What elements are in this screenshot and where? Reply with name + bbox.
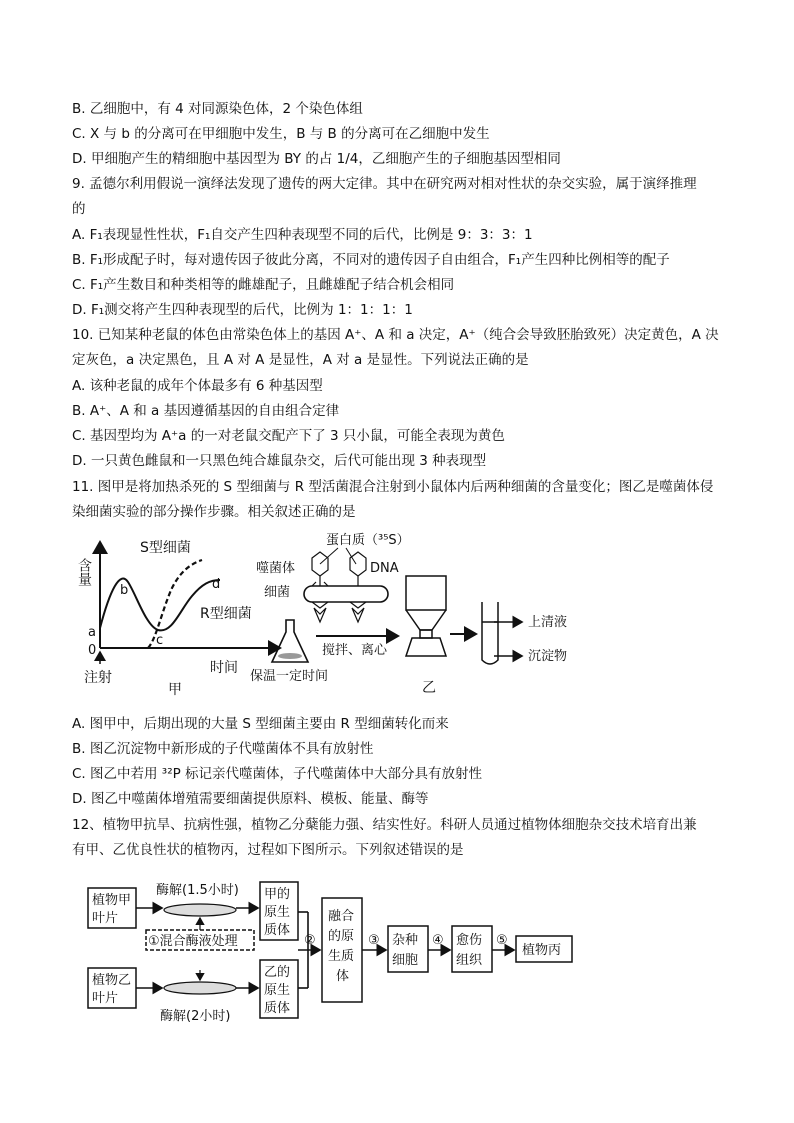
question-11-option-b: B. 图乙沉淀物中新形成的子代噬菌体不具有放射性 xyxy=(72,741,374,757)
hybrid-line1: 杂种 xyxy=(392,933,419,948)
protein-pointer xyxy=(320,548,338,564)
protoplast-b-line1: 乙的 xyxy=(264,965,291,980)
phage-label: 噬菌体 xyxy=(256,561,296,576)
point-d: d xyxy=(212,577,221,592)
plant-b-line2: 叶片 xyxy=(92,991,119,1006)
figure-protoplast-flow xyxy=(84,872,584,1032)
question-9-option-d: D. F₁测交将产生四种表现型的后代，比例为 1：1：1：1 xyxy=(72,302,413,318)
bacteria-label: 细菌 xyxy=(264,585,291,600)
question-9-option-c: C. F₁产生数目和种类相等的雌雄配子，且雌雄配子结合机会相同 xyxy=(72,277,455,293)
callus-line2: 组织 xyxy=(456,953,483,968)
figure-yi-experiment xyxy=(250,528,580,700)
stir-label: 搅拌、离心 xyxy=(322,643,388,658)
protein-label: 蛋白质（³⁵S） xyxy=(326,533,410,548)
test-tube-icon xyxy=(482,602,498,664)
plant-b-line1: 植物乙 xyxy=(92,973,132,988)
sediment-label: 沉淀物 xyxy=(528,649,568,664)
step-2-label: ② xyxy=(304,933,316,948)
protoplast-a-line1: 甲的 xyxy=(264,887,291,902)
question-10-option-c: C. 基因型均为 A⁺a 的一对老鼠交配产下了 3 只小鼠，可能全表现为黄色 xyxy=(72,428,505,444)
question-11-stem-cont: 染细菌实验的部分操作步骤。相关叙述正确的是 xyxy=(72,504,356,520)
hybrid-line2: 细胞 xyxy=(392,953,419,968)
option-b-line: B. 乙细胞中，有 4 对同源染色体，2 个染色体组 xyxy=(72,101,363,117)
enzyme-bottom-label: 酶解(2小时) xyxy=(160,1009,231,1024)
protoplast-a-line3: 质体 xyxy=(264,923,291,938)
step-4-label: ④ xyxy=(432,933,444,948)
question-10-stem-cont: 定灰色，a 决定黑色，且 A 对 A 是显性，A 对 a 是显性。下列说法正确的是 xyxy=(72,352,529,368)
question-9-option-b: B. F₁形成配子时，每对遗传因子彼此分离，不同对的遗传因子自由组合，F₁产生四种比例相等的配子 xyxy=(72,252,670,268)
question-10-option-a: A. 该种老鼠的成年个体最多有 6 种基因型 xyxy=(72,378,323,394)
phage-icon xyxy=(312,552,366,622)
option-d-line: D. 甲细胞产生的精细胞中基因型为 BY 的占 1/4，乙细胞产生的子细胞基因型相同 xyxy=(72,151,561,167)
s-bacteria-label: S型细菌 xyxy=(140,540,191,556)
question-9-stem-cont: 的 xyxy=(72,201,86,217)
protein-pointer-2 xyxy=(346,548,356,564)
protoplast-a-line2: 原生 xyxy=(264,905,291,920)
question-11-stem: 11. 图甲是将加热杀死的 S 型细菌与 R 型活菌混合注射到小鼠体内后两种细菌的含量变化；图乙是噬菌体侵 xyxy=(72,479,714,495)
question-11-option-a: A. 图甲中，后期出现的大量 S 型细菌主要由 R 型细菌转化而来 xyxy=(72,716,449,732)
petri-dish-icon xyxy=(164,904,236,994)
callus-line1: 愈伤 xyxy=(456,933,483,948)
figure-yi-caption: 乙 xyxy=(422,680,436,696)
blender-icon xyxy=(406,576,446,656)
enzyme-top-label: 酶解(1.5小时) xyxy=(156,883,239,898)
protoplast-b-line3: 质体 xyxy=(264,1001,291,1016)
question-9-option-a: A. F₁表现显性性状，F₁自交产生四种表现型不同的后代，比例是 9：3：3：1 xyxy=(72,227,533,243)
question-9-stem: 9. 孟德尔利用假说一演绎法发现了遗传的两大定律。其中在研究两对相对性状的杂交实验，属于演绎推理 xyxy=(72,176,697,192)
plant-a-line2: 叶片 xyxy=(92,911,119,926)
fused-line1: 融合 xyxy=(328,909,355,924)
plant-a-line1: 植物甲 xyxy=(92,893,132,908)
question-12-stem: 12、植物甲抗旱、抗病性强，植物乙分蘖能力强、结实性好。科研人员通过植物体细胞杂交技术培育出兼 xyxy=(72,817,697,833)
point-b: b xyxy=(120,583,129,598)
step-5-label: ⑤ xyxy=(496,933,508,948)
inject-label: 注射 xyxy=(84,670,112,686)
question-10-option-d: D. 一只黄色雌鼠和一只黑色纯合雄鼠杂交，后代可能出现 3 种表现型 xyxy=(72,453,487,469)
supernatant-label: 上清液 xyxy=(528,615,568,630)
point-c: c xyxy=(156,633,164,648)
question-10-option-b: B. A⁺、A 和 a 基因遵循基因的自由组合定律 xyxy=(72,403,340,419)
question-12-stem-cont: 有甲、乙优良性状的植物丙，过程如下图所示。下列叙述错误的是 xyxy=(72,842,464,858)
incubate-label: 保温一定时间 xyxy=(250,669,329,684)
question-11-option-d: D. 图乙中噬菌体增殖需要细菌提供原料、模板、能量、酶等 xyxy=(72,791,429,807)
question-11-option-c: C. 图乙中若用 ³²P 标记亲代噬菌体，子代噬菌体中大部分具有放射性 xyxy=(72,766,483,782)
bacterium-cell xyxy=(304,586,388,602)
origin-label: 0 xyxy=(88,643,97,658)
fused-line2: 的原 xyxy=(328,929,355,944)
point-a: a xyxy=(88,625,96,640)
r-bacteria-label: R型细菌 xyxy=(200,606,252,622)
fused-line3: 生质 xyxy=(328,949,355,964)
option-c-line: C. X 与 b 的分离可在甲细胞中发生，B 与 B 的分离可在乙细胞中发生 xyxy=(72,126,490,142)
y-axis-label: 含量 xyxy=(76,558,92,586)
figure-jia-caption: 甲 xyxy=(168,682,182,698)
plant-c-label: 植物丙 xyxy=(522,943,562,958)
question-10-stem: 10. 已知某种老鼠的体色由常染色体上的基因 A⁺、A 和 a 决定，A⁺（纯合会导致胚胎致死）决定黄色，A 决 xyxy=(72,327,719,343)
step-3-label: ③ xyxy=(368,933,380,948)
enzyme-treatment-label: ①混合酶液处理 xyxy=(148,934,238,949)
protoplast-b-line2: 原生 xyxy=(264,983,291,998)
dna-label: DNA xyxy=(370,561,399,576)
x-axis-label: 时间 xyxy=(210,660,238,676)
fused-line4: 体 xyxy=(336,969,350,984)
